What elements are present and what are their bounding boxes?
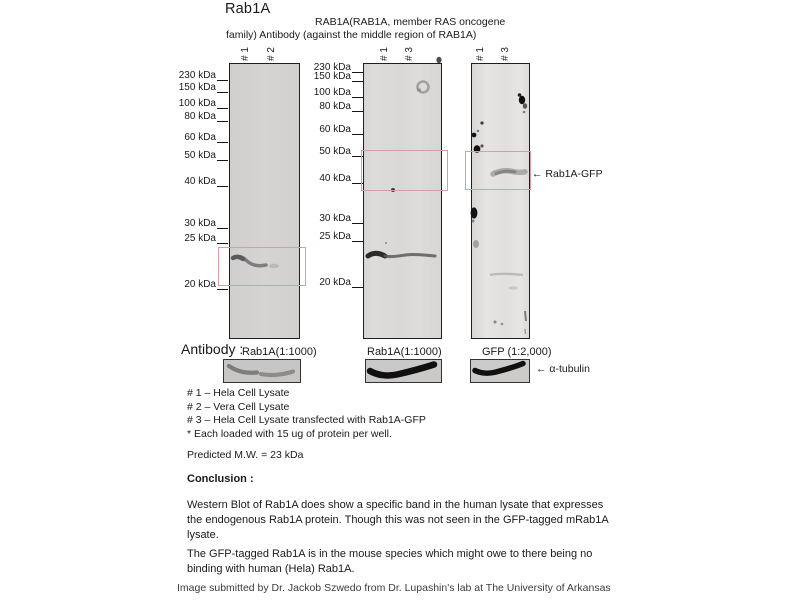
blot-panel-3	[471, 63, 530, 339]
antibody-row-label: Antibody :	[181, 341, 244, 357]
legend-line-4: * Each loaded with 15 ug of protein per well.	[187, 427, 392, 440]
mw-marker-100: 100 kDa	[293, 87, 363, 98]
mw-marker-60: 60 kDa	[158, 132, 228, 143]
lane-label: # 2	[266, 47, 277, 61]
mw-tick	[217, 84, 228, 93]
figure-title: Rab1A	[225, 1, 271, 17]
alpha-tubulin-arrow-label: ← α-tubulin	[536, 363, 590, 375]
rab1a-gfp-arrow-label: ← Rab1A-GFP	[532, 168, 603, 180]
mw-marker-60: 60 kDa	[293, 124, 363, 135]
legend-line-3: # 3 – Hela Cell Lysate transfected with Rab1A-GFP	[187, 414, 426, 426]
mw-marker-25: 25 kDa	[158, 233, 228, 244]
highlight-box-2	[361, 150, 448, 191]
conclusion-paragraph-1: Western Blot of Rab1A does show a specific band in the human lysate that expresses the endogenous Rab1A protein. Though this was not seen in the GFP-tagged mRab1A lysate.	[187, 499, 609, 541]
mw-marker-40: 40 kDa	[293, 173, 363, 184]
mw-marker-80: 80 kDa	[158, 111, 228, 122]
highlight-box-3	[465, 151, 531, 190]
mw-marker-30: 30 kDa	[158, 218, 228, 229]
mw-tick	[352, 89, 363, 98]
antibody-label-2: Rab1A(1:1000)	[367, 346, 442, 358]
legend-line-1: # 1 – Hela Cell Lysate	[187, 387, 290, 399]
mw-marker-20: 20 kDa	[293, 277, 363, 288]
lane-label: # 3	[500, 47, 511, 61]
blot-panel-1	[229, 63, 300, 339]
mw-tick	[217, 113, 228, 122]
mw-marker-50: 50 kDa	[293, 146, 363, 157]
mw-tick	[217, 178, 228, 187]
mw-marker-100: 100 kDa	[158, 98, 228, 109]
antibody-label-1: Rab1A(1:1000)	[242, 346, 317, 358]
mw-tick	[352, 126, 363, 135]
lane-label: # 1	[240, 47, 251, 61]
mw-tick	[352, 233, 363, 242]
tubulin-strip-2	[365, 359, 442, 383]
tubulin-strip-1	[223, 359, 301, 383]
conclusion-heading: Conclusion :	[187, 473, 254, 485]
mw-tick	[217, 134, 228, 143]
mw-marker-20: 20 kDa	[158, 279, 228, 290]
figure-subtitle-line1: RAB1A(RAB1A, member RAS oncogene	[315, 16, 506, 28]
mw-marker-40: 40 kDa	[158, 176, 228, 187]
figure-subtitle-line2: family) Antibody (against the middle region of RAB1A)	[226, 29, 477, 41]
mw-marker-230: 230 kDa	[158, 70, 228, 81]
mw-tick	[352, 215, 363, 224]
conclusion-paragraph-2: The GFP-tagged Rab1A is in the mouse species which might owe to there being no binding with human (Hela) Rab1A.	[187, 548, 593, 575]
mw-tick	[352, 279, 363, 288]
mw-marker-230: 230 kDa	[293, 62, 363, 73]
predicted-mw: Predicted M.W. = 23 kDa	[187, 449, 304, 461]
mw-tick	[217, 100, 228, 109]
mw-tick	[352, 103, 363, 112]
mw-tick	[352, 73, 363, 82]
lane-label: # 1	[475, 47, 486, 61]
mw-marker-30: 30 kDa	[293, 213, 363, 224]
legend-line-2: # 2 – Vera Cell Lysate	[187, 400, 290, 413]
mw-marker-150: 150 kDa	[158, 82, 228, 93]
mw-tick	[217, 235, 228, 244]
tubulin-strip-3	[470, 359, 530, 383]
lane-label: # 1	[379, 47, 390, 61]
mw-marker-80: 80 kDa	[293, 101, 363, 112]
highlight-box-1	[218, 247, 306, 286]
mw-tick	[217, 220, 228, 229]
mw-tick	[217, 72, 228, 81]
antibody-label-3: GFP (1:2,000)	[482, 346, 552, 358]
image-credit: Image submitted by Dr. Jackob Szwedo from Dr. Lupashin's lab at The University of Arkansas	[177, 582, 611, 594]
sample-legend	[187, 387, 426, 441]
blot-panel-2	[363, 63, 442, 339]
mw-marker-25: 25 kDa	[293, 231, 363, 242]
mw-marker-50: 50 kDa	[158, 150, 228, 161]
lane-label: # 3	[404, 47, 415, 61]
mw-tick	[217, 152, 228, 161]
mw-marker-150: 150 kDa	[293, 71, 363, 82]
